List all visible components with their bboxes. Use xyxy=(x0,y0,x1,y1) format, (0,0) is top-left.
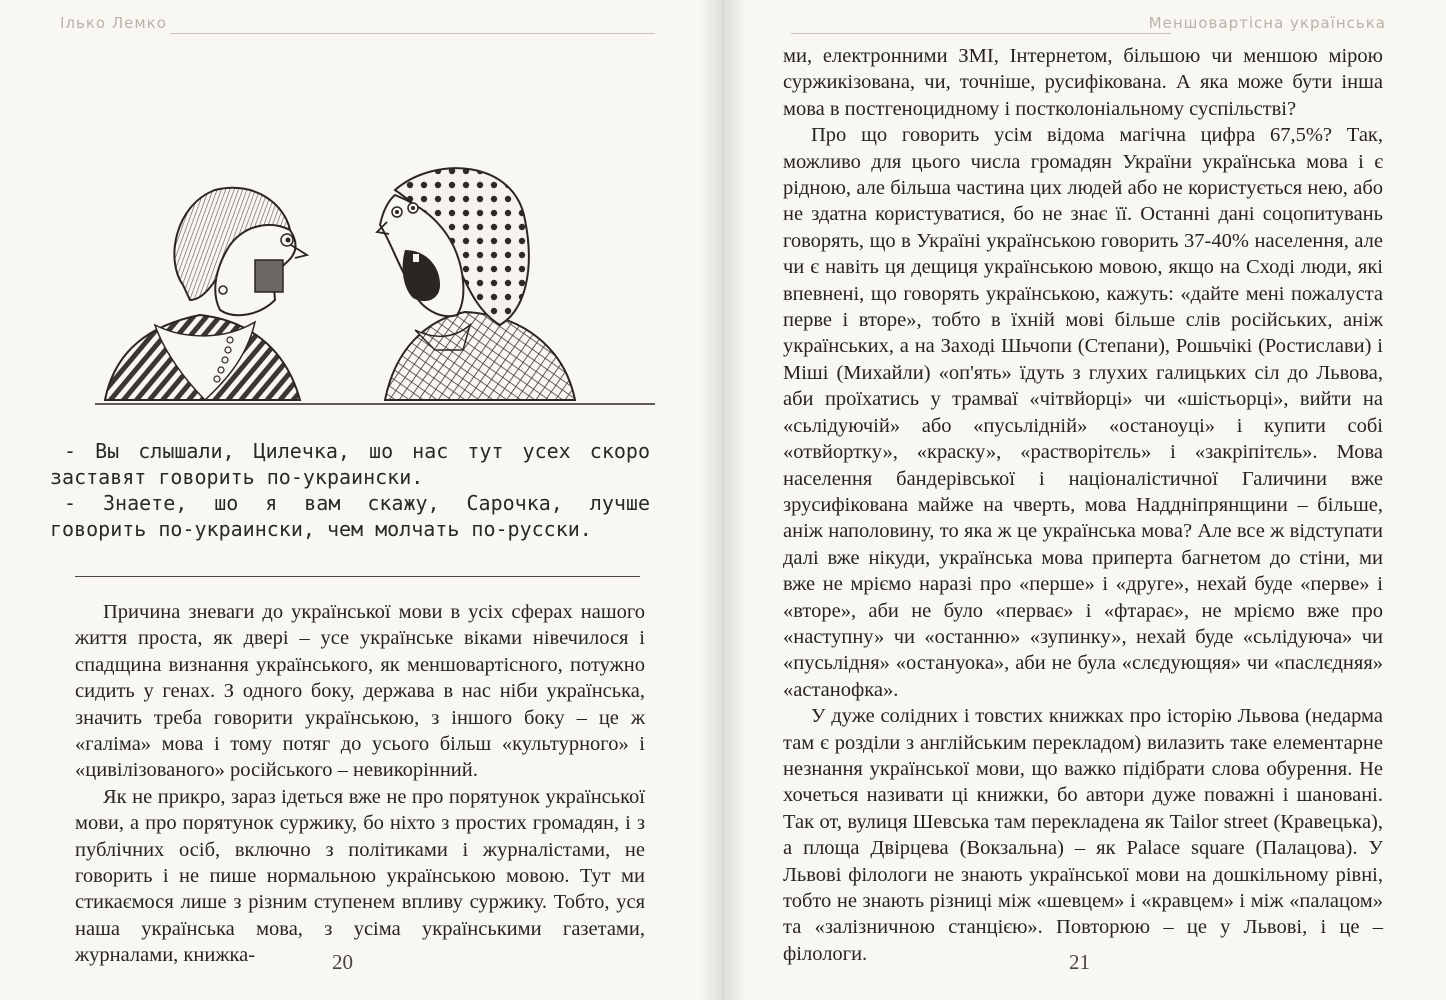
paragraph: Причина зневаги до української мови в усіх сферах нашого життя проста, як двері – усе українське віками нівечилося і спадщина визнання українського, як меншовартісного, потужно сидить у генах. З одного боку, держава в нас ніби українська, значить треба говорити українською, з іншого боку – це ж «галіма» мова і тому потяг до усього більш «культурного» і «цивілізованого» російського – невикорінний. xyxy=(75,601,645,782)
page-number: 20 xyxy=(332,950,353,974)
right-page-text xyxy=(783,43,1383,967)
right-page xyxy=(723,0,1446,1000)
paragraph: У дуже солідних і товстих книжках про історію Львова (недарма там є розділи з англійським перекладом) вилазить таке елементарне незнання української мови, що важко підібрати слова обурення. Не хочеться називати ці книжки, бо автори дуже поважні і шановані. Так от, вулиця Шевська там перекладена як Tailor street (Кравецька), а площа Двірцева (Вокзальна) – як Palace square (Палацова). У Львові філологи не знають української мови на дошкільному рівні, тобто не знають різниці між «шевцем» і «кравцем» і між «палацом» та «залізничною станцією». Повторюю – це у Львові, і це – філологи. xyxy=(783,705,1383,965)
left-page-text xyxy=(75,599,645,969)
caption-separator xyxy=(75,576,640,577)
paragraph: Про що говорить усім відома магічна цифра 67,5%? Так, можливо для цього числа громадян України українська мова і є рідною, але більша частина цих людей або не користується нею, або не здатна користуватися, бо не знає її. Останні дані соцопитувань говорять, що в Україні українською говорить 37-40% населення, але чи є навіть ця дещиця українською мовою, якщо на Сході люди, які впевнені, що говорять українською, кажуть: «дайте мені пожалуста перве і вторе», тобто в їхній мові більше слів російських, аніж українських, а на Заході Шьчопи (Степани), Рошьчікі (Ростислави) і Міші (Михайли) «оп'ять» їдуть з глухих галицьких сіл до Львова, аби проїхатись у трамваї «чітвйорці» чи «шістьорці», вийти на «сьлідуючій» або «пусьлідній» «останоуці» і купити собі «отвйортку», «краску», «растворітєль» і «закріпітєль». Мова населення бандерівської і націоналістичної Галичини вже зрусифікована майже на чверть, мова Наддніпрянщини – більше, аніж наполовину, то яка ж це українська мова? Але все ж відступати далі вже нікуди, українська мова приперта багнетом до стіни, ми вже не мріємо наразі про «перше» і «друге», нехай буде «перве» і «вторе», аби не було «перває» і «фтарає», не мріємо вже про «наступну» чи «останню» «зупинку», нехай буде «сьлідуюча» чи «пусьлідня» «остануока», аби не була «слєдующяя» чи «паслєдняя» «астанофка». xyxy=(783,124,1383,701)
book-gutter xyxy=(700,0,746,1000)
woman-right-figure xyxy=(377,168,575,400)
dialogue-line-1: - Вы слышали, Цилечка, шо нас тут усех скоро заставят говорить по-украински. xyxy=(50,439,650,489)
paragraph: Як не прикро, зараз ідеться вже не про порятунок української мови, а про порятунок суржику, бо ніхто з простих громадян, і з публічних осіб, включно з політиками і журналістами, не говорить і не пише нормальною українською мовою. Тут ми стикаємося лише з різним ступенем впливу суржику. Тобто, уся наша українська мова, з усіма українськими газетами, журналами, книжка- xyxy=(75,785,645,967)
page-number: 21 xyxy=(1069,950,1090,974)
header-rule xyxy=(791,33,1171,34)
dialogue-line-2: - Знаете, шо я вам скажу, Сарочка, лучше говорить по-украински, чем молчать по-русски. xyxy=(50,491,650,541)
paragraph-continuation: ми, електронними ЗМІ, Інтернетом, більшою чи меншою мірою суржикізована, чи, точніше, русифікована. А яка може бути інша мова в постгеноцидному і постколоніальному суспільстві? xyxy=(783,45,1383,120)
cartoon-caption xyxy=(50,438,650,542)
cartoon-illustration xyxy=(95,150,655,410)
running-head-title: Меншовартісна українська xyxy=(1148,14,1386,32)
header-rule xyxy=(170,33,655,34)
running-head-author: Ілько Лемко xyxy=(60,14,167,32)
woman-left-figure xyxy=(105,188,307,400)
